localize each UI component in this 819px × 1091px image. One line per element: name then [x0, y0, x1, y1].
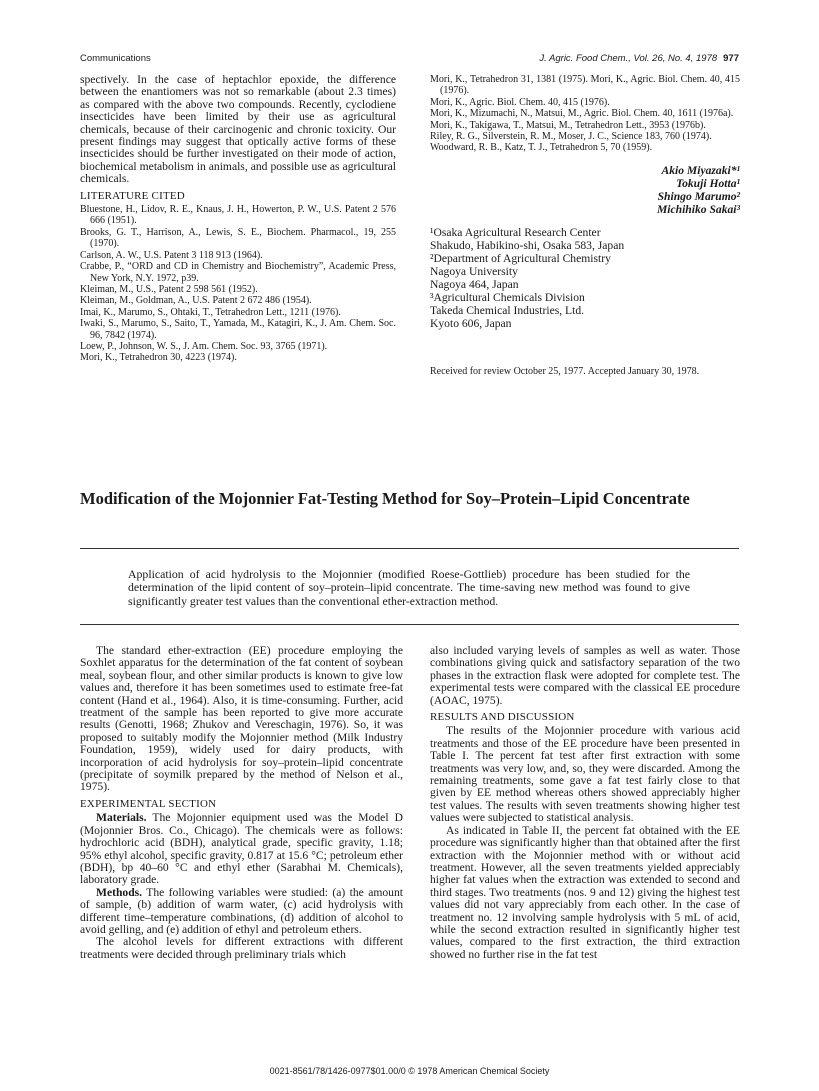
- divider-top: [80, 548, 739, 549]
- reference-item: Mori, K., Tetrahedron 31, 1381 (1975). Mori, K., Agric. Biol. Chem. 40, 415 (1976).: [430, 74, 740, 97]
- body-right-column: [430, 645, 740, 961]
- reference-item: Imai, K., Marumo, S., Ohtaki, T., Tetrahedron Lett., 1211 (1976).: [80, 306, 341, 318]
- affiliation-line: ¹Osaka Agricultural Research Center: [430, 225, 601, 239]
- reference-item: Crabbe, P., “ORD and CD in Chemistry and Biochemistry”, Academic Press, New York, N.Y. 1972, p39.: [80, 261, 396, 284]
- reference-item: Bluestone, H., Lidov, R. E., Knaus, J. H., Howerton, P. W., U.S. Patent 2 576 666 (1951).: [80, 204, 396, 227]
- reference-item: Brooks, G. T., Harrison, A., Lewis, S. E., Biochem. Pharmacol., 19, 255 (1970).: [80, 226, 396, 250]
- affiliation-line: ³Agricultural Chemicals Division: [430, 290, 585, 304]
- affiliation-line: Takeda Chemical Industries, Ltd.: [430, 303, 585, 317]
- continued-paragraph: also included varying levels of samples as well as water. Those combinations giving quick and satisfactory separation of the two phases in the extraction flask were adopted for complete test. The experimental tests were compared with the classical EE procedure (AOAC, 1975).: [430, 644, 740, 707]
- methods-paragraph: [80, 887, 403, 937]
- reference-list-right: [430, 74, 740, 154]
- materials-label: Materials.: [96, 811, 147, 825]
- author-name: Shingo Marumo²: [657, 189, 740, 203]
- affiliation-block: [430, 226, 740, 330]
- copyright-footer: 0021-8561/78/1426-0977$01.00/0 © 1978 American Chemical Society: [269, 1066, 550, 1076]
- reference-item: Kleiman, M., Goldman, A., U.S. Patent 2 672 486 (1954).: [80, 295, 312, 307]
- body-left-column: [80, 645, 403, 961]
- reference-list-left: [80, 204, 396, 364]
- reference-item: Kleiman, M., U.S., Patent 2 598 561 (1952).: [80, 283, 258, 295]
- page-number: 977: [723, 53, 739, 64]
- received-date: Received for review October 25, 1977. Accepted January 30, 1978.: [430, 365, 700, 377]
- article-title: Modification of the Mojonnier Fat-Testing Method for Soy–Protein–Lipid Concentrate: [80, 489, 690, 508]
- reference-item: Carlson, A. W., U.S. Patent 3 118 913 (1964).: [80, 249, 263, 261]
- running-header-journal: [539, 53, 739, 64]
- reference-item: Mori, K., Mizumachi, N., Matsui, M., Agric. Biol. Chem. 40, 1611 (1976a).: [430, 108, 734, 120]
- running-header-section: Communications: [80, 53, 151, 64]
- results-paragraph: The results of the Mojonnier procedure with various acid treatments and those of the EE procedure have been presented in Table I. The percent fat test after first extraction with some treatments was very low, and, so, they were discarded. Among the remaining treatments, some gave a fat test fairly close to that given by EE method whereas others showed appreciably higher test values. The results with seven treatments showing higher test values were subjected to statistical analysis.: [430, 724, 740, 825]
- divider-bottom: [80, 624, 739, 625]
- affiliation-line: ²Department of Agricultural Chemistry: [430, 251, 611, 265]
- materials-text: The Mojonnier equipment used was the Model D (Mojonnier Bros. Co., Chicago). The chemicals were as follows: hydrochloric acid (BDH), analytical grade, specific gravity, 1.18; 95% ethyl alcohol, specific gravity, 0.817 at 15.6 °C; petroleum ether (BDH), bp 40–60 °C and ethyl ether (Sarabhai M. Chemicals), laboratory grade.: [80, 811, 403, 887]
- discussion-paragraph: As indicated in Table II, the percent fat obtained with the EE procedure was significantly higher than that obtained after the first extraction with the Mojonnier method with or without acid treatment. However, all the seven treatments yielded appreciably higher fat values when the extraction was extended to second and third stages. Two treatments (nos. 9 and 12) giving the highest test values did not vary appreciably from each other. In the case of treatment no. 12 involving sample hydrolysis with 5 mL of acid, while the second extraction resulted in significantly higher test values, compared to the first extraction, the third extraction showed no further rise in the fat test: [430, 823, 740, 961]
- author-name: Tokuji Hotta¹: [676, 176, 740, 190]
- author-name: Michihiko Sakai³: [656, 202, 740, 216]
- results-heading: RESULTS AND DISCUSSION: [430, 711, 575, 724]
- reference-item: Loew, P., Johnson, W. S., J. Am. Chem. Soc. 93, 3765 (1971).: [80, 340, 328, 352]
- reference-item: Woodward, R. B., Katz, T. J., Tetrahedron 5, 70 (1959).: [430, 142, 653, 154]
- reference-item: Mori, K., Agric. Biol. Chem. 40, 415 (1976).: [430, 96, 610, 108]
- abstract: Application of acid hydrolysis to the Mojonnier (modified Roese-Gottlieb) procedure has been studied for the determination of the lipid content of soy–protein–lipid concentrate. The time-saving new method was found to give significantly greater test values than the conventional ether-extraction method.: [128, 567, 690, 608]
- affiliation-line: Nagoya University: [430, 264, 518, 278]
- reference-item: Iwaki, S., Marumo, S., Saito, T., Yamada, M., Katagiri, K., J. Am. Chem. Soc. 96, 7842 (1974).: [80, 318, 396, 341]
- literature-cited-heading: LITERATURE CITED: [80, 189, 185, 202]
- affiliation-line: Shakudo, Habikino-shi, Osaka 583, Japan: [430, 238, 625, 252]
- author-name: Akio Miyazaki*¹: [661, 163, 740, 177]
- reference-item: Riley, R. G., Silverstein, R. M., Moser, J. C., Science 183, 760 (1974).: [430, 131, 712, 143]
- affiliation-line: Nagoya 464, Japan: [430, 277, 519, 291]
- top-left-column: [80, 74, 396, 364]
- continued-paragraph: spectively. In the case of heptachlor epoxide, the difference between the enantiomers was not so remarkable (about 2.3 times) as compared with the above two compounds. Recently, cyclodiene insecticides have been limited by their use as agricultural chemicals, because of their carcinogenic and chronic toxicity. Our present findings may suggest that optically active forms of these insecticides should be further investigated on their mode of action, biochemical metabolism in animals, and possible use as agricultural chemicals.: [80, 73, 396, 186]
- affiliation-line: Kyoto 606, Japan: [430, 316, 512, 330]
- materials-paragraph: [80, 812, 403, 886]
- top-right-column: [430, 74, 740, 378]
- alcohol-paragraph: The alcohol levels for different extractions with different treatments were decided through preliminary trials which: [80, 935, 403, 961]
- methods-text: The following variables were studied: (a) the amount of sample, (b) addition of warm water, (c) acid hydrolysis with different time–temperature combinations, (d) addition of alcohol to avoid gelling, and (e) addition of ethyl and petroleum ethers.: [80, 885, 403, 936]
- author-block: [430, 164, 740, 216]
- reference-item: Mori, K., Tetrahedron 30, 4223 (1974).: [80, 352, 237, 364]
- intro-paragraph: The standard ether-extraction (EE) procedure employing the Soxhlet apparatus for the determination of the fat content of soybean meal, soybean flour, and other similar products is known to give low values and, therefore it has been sometimes used to estimate free-fat content (Hand et al., 1964). Also, it is time-consuming. Further, acid treatment of the sample has been reported to give more accurate results (Genotti, 1968; Zhukov and Vereschagin, 1976). So, it was proposed to suitably modify the Mojonnier method (Milk Industry Foundation, 1959), widely used for dairy products, with incorporation of acid hydrolysis for soy–protein–lipid concentrate (precipitate of soymilk prepared by the method of Nelson et al., 1975).: [80, 644, 403, 794]
- reference-item: Mori, K., Takigawa, T., Matsui, M., Tetrahedron Lett., 3953 (1976b).: [430, 119, 706, 131]
- journal-citation: J. Agric. Food Chem., Vol. 26, No. 4, 1978: [539, 53, 718, 64]
- methods-label: Methods.: [96, 885, 143, 899]
- experimental-heading: EXPERIMENTAL SECTION: [80, 797, 217, 810]
